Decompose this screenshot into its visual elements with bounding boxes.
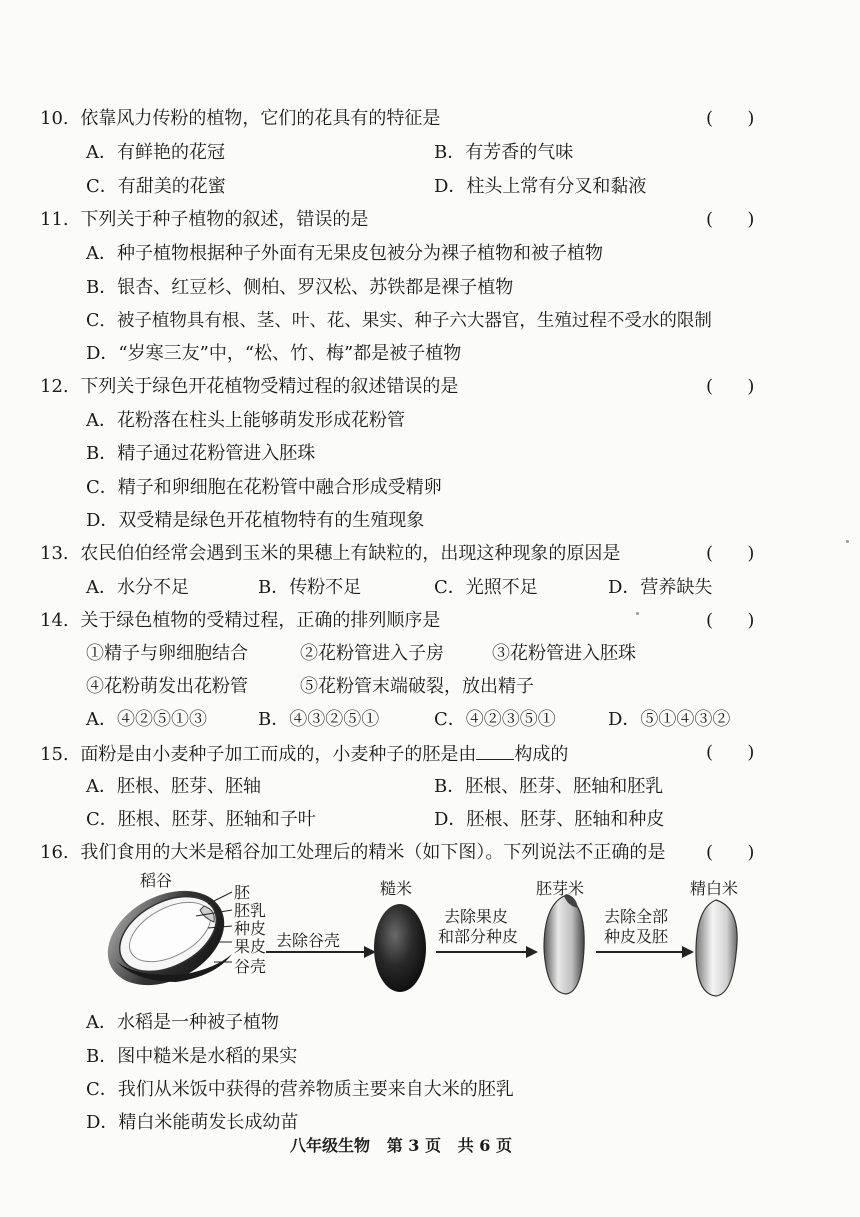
option-d: D．“岁寒三友”中，“松、竹、梅”都是被子植物 <box>86 343 462 364</box>
option-b: B．胚根、胚芽、胚轴和胚乳 <box>434 776 664 797</box>
label-embryo: 胚 <box>234 883 251 902</box>
step-4: ④花粉萌发出花粉管 <box>86 676 248 697</box>
answer-parentheses: ( ) <box>706 209 755 230</box>
label-hull: 谷壳 <box>234 957 267 976</box>
option-c: C．我们从米饭中获得的营养物质主要来自大米的胚乳 <box>86 1079 514 1100</box>
option-c: C．有甜美的花蜜 <box>86 176 226 197</box>
option-d: D．营养缺失 <box>608 577 713 598</box>
rice-grain-cross-section <box>96 872 240 1004</box>
arrow-remove-pericarp <box>436 946 538 958</box>
option-c: C．被子植物具有根、茎、叶、花、果实、种子六大器官，生殖过程不受水的限制 <box>86 311 712 331</box>
question-number: 11. <box>40 209 69 230</box>
question-12-stem <box>40 375 458 399</box>
option-d: D．胚根、胚芽、胚轴和种皮 <box>434 809 665 830</box>
question-text: 我们食用的大米是稻谷加工处理后的精米（如下图）。下列说法不正确的是 <box>80 842 666 863</box>
page-footer: 八年级生物 第 3 页 共 6 页 <box>290 1136 512 1155</box>
label-remove-pericarp-2: 和部分种皮 <box>438 927 519 946</box>
question-number: 12. <box>40 376 69 397</box>
label-polished-rice: 精白米 <box>690 879 739 898</box>
option-a: A．有鲜艳的花冠 <box>86 142 225 163</box>
arrow-remove-seedcoat <box>596 946 694 958</box>
question-text: 下列关于种子植物的叙述，错误的是 <box>80 209 369 230</box>
label-endosperm: 胚乳 <box>234 901 267 920</box>
question-text: 依靠风力传粉的植物，它们的花具有的特征是 <box>80 108 441 129</box>
answer-parentheses: ( ) <box>706 742 755 763</box>
option-a: A．④②⑤①③ <box>86 709 207 730</box>
option-b: B．精子通过花粉管进入胚珠 <box>86 443 316 464</box>
label-germ-rice: 胚芽米 <box>536 879 585 898</box>
answer-parentheses: ( ) <box>706 610 755 631</box>
label-seed-coat: 种皮 <box>234 919 267 938</box>
question-number: 10. <box>40 108 69 129</box>
option-b: B．④③②⑤① <box>258 709 380 730</box>
option-d: D．柱头上常有分叉和黏液 <box>434 176 647 197</box>
option-a: A．水稻是一种被子植物 <box>86 1012 279 1033</box>
question-10-stem <box>40 107 440 131</box>
question-text-before-blank: 面粉是由小麦种子加工而成的，小麦种子的胚是由 <box>80 744 477 765</box>
question-number: 14. <box>40 610 69 631</box>
question-text: 农民伯伯经常会遇到玉米的果穗上有缺粒的，出现这种现象的原因是 <box>80 543 621 564</box>
question-13-stem <box>40 542 620 566</box>
option-a: A．种子植物根据种子外面有无果皮包被分为裸子植物和被子植物 <box>86 243 603 264</box>
answer-parentheses: ( ) <box>706 376 755 397</box>
fill-in-blank <box>476 741 514 760</box>
step-2: ②花粉管进入子房 <box>300 643 444 664</box>
germ-rice-grain <box>544 894 584 994</box>
answer-parentheses: ( ) <box>706 108 755 129</box>
question-11-stem <box>40 208 368 232</box>
question-14-stem <box>40 609 440 633</box>
label-pericarp: 果皮 <box>234 937 267 956</box>
question-number: 16. <box>40 842 69 863</box>
question-number: 15. <box>40 744 69 765</box>
option-a: A．水分不足 <box>86 577 189 598</box>
option-d: D．双受精是绿色开花植物特有的生殖现象 <box>86 510 425 531</box>
label-remove-seedcoat-2: 种皮及胚 <box>604 927 669 946</box>
polished-rice-grain <box>696 900 737 996</box>
label-remove-pericarp-1: 去除果皮 <box>444 907 509 926</box>
label-remove-hull: 去除谷壳 <box>276 931 341 950</box>
option-b: B．银杏、红豆杉、侧柏、罗汉松、苏铁都是裸子植物 <box>86 277 514 298</box>
question-text-after-blank: 构成的 <box>514 744 569 765</box>
option-c: C．胚根、胚芽、胚轴和子叶 <box>86 809 316 830</box>
step-5: ⑤花粉管末端破裂，放出精子 <box>300 676 534 697</box>
option-b: B．图中糙米是水稻的果实 <box>86 1046 298 1067</box>
question-15-stem <box>40 741 568 767</box>
question-number: 13. <box>40 543 69 564</box>
scan-speck <box>846 540 849 543</box>
label-rice-grain: 稻谷 <box>140 871 173 890</box>
step-3: ③花粉管进入胚珠 <box>492 643 636 664</box>
option-b: B．传粉不足 <box>258 577 362 598</box>
option-d: D．⑤①④③② <box>608 709 731 730</box>
option-a: A．花粉落在柱头上能够萌发形成花粉管 <box>86 410 405 431</box>
rice-processing-diagram <box>96 866 756 1006</box>
brown-rice-grain <box>374 904 426 992</box>
question-text: 关于绿色植物的受精过程，正确的排列顺序是 <box>80 610 441 631</box>
option-c: C．精子和卵细胞在花粉管中融合形成受精卵 <box>86 477 442 498</box>
answer-parentheses: ( ) <box>706 543 755 564</box>
label-brown-rice: 糙米 <box>380 879 413 898</box>
scan-speck <box>636 612 639 615</box>
option-c: C．光照不足 <box>434 577 538 598</box>
option-a: A．胚根、胚芽、胚轴 <box>86 776 261 797</box>
step-1: ①精子与卵细胞结合 <box>86 643 248 664</box>
option-b: B．有芳香的气味 <box>434 142 574 163</box>
question-16-stem <box>40 841 665 865</box>
option-d: D．精白米能萌发长成幼苗 <box>86 1112 299 1133</box>
answer-parentheses: ( ) <box>706 842 755 863</box>
option-c: C．④②③⑤① <box>434 709 556 730</box>
question-text: 下列关于绿色开花植物受精过程的叙述错误的是 <box>80 376 459 397</box>
label-remove-seedcoat-1: 去除全部 <box>604 907 669 926</box>
